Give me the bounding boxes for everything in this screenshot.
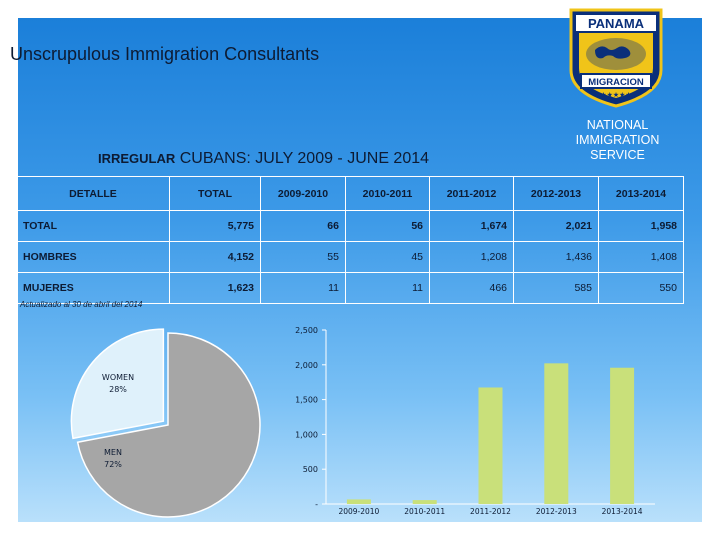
y-tick-label: 2,500 <box>295 326 318 335</box>
table-row <box>17 242 684 273</box>
cell-value: 2,021 <box>514 211 599 242</box>
y-tick-label: 2,000 <box>295 360 318 370</box>
cell-value: 55 <box>261 242 346 273</box>
table-header-row <box>17 177 684 211</box>
x-tick-label: 2012-2013 <box>535 507 577 516</box>
col-header-2013-2014: 2013-2014 <box>599 177 684 211</box>
cell-total: 1,623 <box>170 273 261 304</box>
cell-value: 466 <box>430 273 514 304</box>
x-tick-label: 2013-2014 <box>601 507 643 516</box>
pie-data-label-women: 28% <box>109 385 127 394</box>
col-header-total: TOTAL <box>170 177 261 211</box>
cell-total: 5,775 <box>170 211 261 242</box>
y-tick-label: - <box>315 500 318 509</box>
x-tick-label: 2009-2010 <box>338 507 380 516</box>
agency-label <box>565 118 670 163</box>
table-row <box>17 273 684 304</box>
pie-slice-women <box>71 329 163 438</box>
agency-line-3: SERVICE <box>590 148 645 162</box>
y-tick-label: 1,500 <box>295 395 318 405</box>
logo-stars: ★★★★★ <box>600 91 632 99</box>
agency-line-1: NATIONAL <box>586 118 649 132</box>
col-header-2010-2011: 2010-2011 <box>345 177 429 211</box>
y-tick-label: 500 <box>302 465 318 475</box>
bar-2012-2013 <box>544 363 568 504</box>
row-label: HOMBRES <box>17 242 170 273</box>
logo-top-text: PANAMA <box>587 16 645 31</box>
cell-value: 56 <box>345 211 429 242</box>
cell-value: 1,208 <box>430 242 514 273</box>
pie-data-label-men: 72% <box>104 460 122 469</box>
subtitle-prefix: IRREGULAR <box>98 151 176 166</box>
cell-value: 550 <box>599 273 684 304</box>
table-subtitle <box>98 150 429 168</box>
cell-value: 1,674 <box>430 211 514 242</box>
bar-2009-2010 <box>347 499 371 504</box>
agency-line-2: IMMIGRATION <box>575 133 660 147</box>
logo-bottom-text: MIGRACION <box>588 77 644 88</box>
y-tick-label: 1,000 <box>295 430 318 440</box>
bar-2010-2011 <box>413 500 437 504</box>
subtitle-rest: CUBANS: JULY 2009 - JUNE 2014 <box>175 150 430 167</box>
row-label: MUJERES <box>17 273 170 304</box>
cell-value: 1,408 <box>599 242 684 273</box>
yearly-bar-chart <box>260 310 680 516</box>
pie-label-women: WOMEN <box>101 373 135 382</box>
row-label: TOTAL <box>17 211 170 242</box>
table-row <box>17 211 684 242</box>
bar-2013-2014 <box>610 368 634 504</box>
cell-value: 11 <box>261 273 346 304</box>
update-note: Actualizado al 30 de abril del 2014 <box>20 300 143 309</box>
x-tick-label: 2010-2011 <box>404 507 446 516</box>
col-header-2011-2012: 2011-2012 <box>430 177 514 211</box>
statistics-table <box>16 176 684 304</box>
pie-label-men: MEN <box>104 448 122 457</box>
cell-value: 66 <box>261 211 346 242</box>
cell-value: 585 <box>514 273 599 304</box>
gender-pie-chart <box>70 330 280 520</box>
col-header-2012-2013: 2012-2013 <box>514 177 599 211</box>
migracion-logo <box>567 8 665 108</box>
x-tick-label: 2011-2012 <box>470 507 511 516</box>
cell-value: 1,958 <box>599 211 684 242</box>
cell-value: 45 <box>345 242 429 273</box>
bar-2011-2012 <box>479 387 503 504</box>
cell-total: 4,152 <box>170 242 261 273</box>
cell-value: 11 <box>345 273 429 304</box>
col-header-detalle: DETALLE <box>17 177 170 211</box>
col-header-2009-2010: 2009-2010 <box>261 177 346 211</box>
cell-value: 1,436 <box>514 242 599 273</box>
page-title: Unscrupulous Immigration Consultants <box>10 44 320 64</box>
